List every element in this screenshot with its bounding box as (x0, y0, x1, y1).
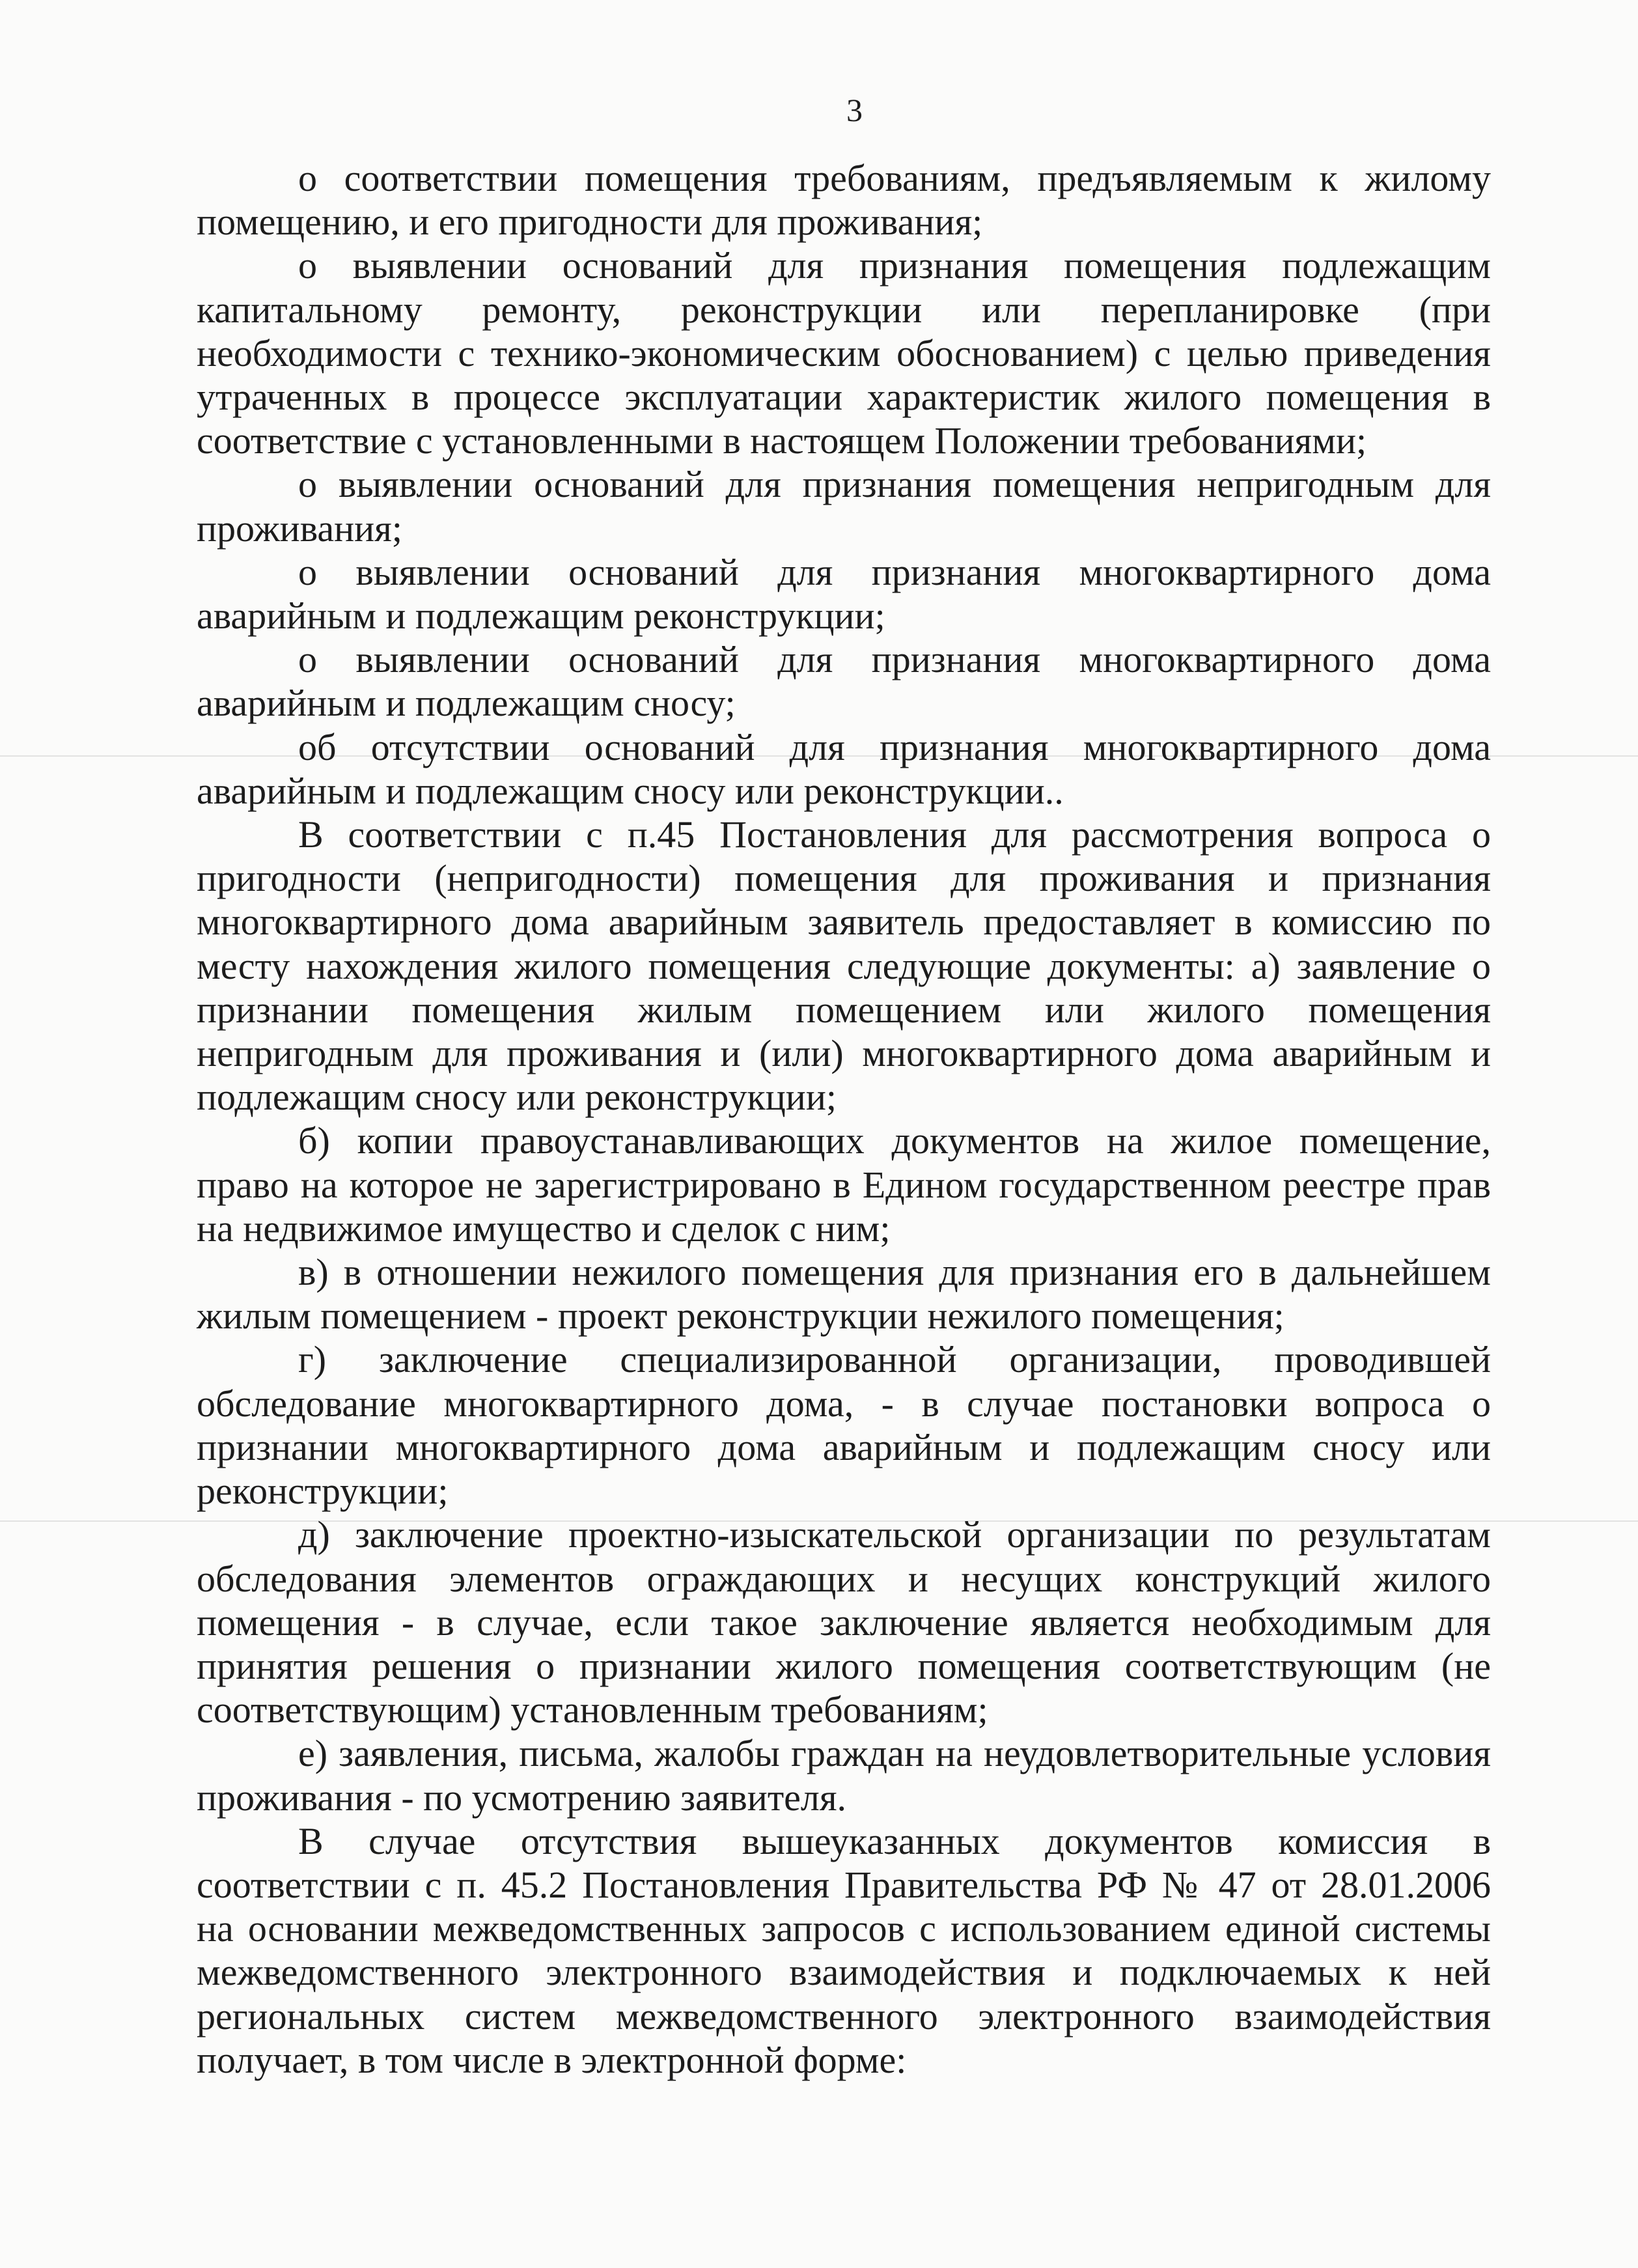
text-line: межведомственного электронного взаимодействия и подключаемых к ней (197, 1951, 1491, 1994)
text-line: жилым помещением - проект реконструкции нежилого помещения; (197, 1295, 1284, 1337)
paragraph (197, 1250, 1491, 1337)
text-line: г) заключение специализированной организации, проводившей (298, 1338, 1491, 1381)
text-line: на недвижимое имущество и сделок с ним; (197, 1207, 891, 1250)
paragraph (197, 462, 1491, 550)
text-line: принятия решения о признании жилого помещения соответствующим (не (197, 1644, 1491, 1687)
text-line: соответствии с п. 45.2 Постановления Правительства РФ № 47 от 28.01.2006 (197, 1863, 1491, 1906)
text-line: проживания; (197, 507, 402, 550)
text-line: о выявлении оснований для признания помещения подлежащим (298, 244, 1491, 287)
text-line: обследования элементов ограждающих и несущих конструкций жилого (197, 1557, 1491, 1600)
text-line: о выявлении оснований для признания многоквартирного дома (298, 638, 1491, 681)
paragraph (197, 244, 1491, 462)
text-line: реконструкции; (197, 1470, 449, 1513)
paragraph (197, 1819, 1491, 2082)
text-line: многоквартирного дома аварийным заявитель предоставляет в комиссию по (197, 901, 1491, 944)
paragraph (197, 1119, 1491, 1250)
text-line: о выявлении оснований для признания помещения непригодным для (298, 463, 1491, 506)
text-line: аварийным и подлежащим сносу; (197, 682, 736, 725)
paragraph (197, 156, 1491, 244)
paragraph (197, 1513, 1491, 1731)
paragraph (197, 1731, 1491, 1819)
text-line: В соответствии с п.45 Постановления для рассмотрения вопроса о (298, 813, 1491, 856)
text-line: региональных систем межведомственного электронного взаимодействия (197, 1995, 1491, 2037)
text-line: на основании межведомственных запросов с использованием единой системы (197, 1907, 1491, 1950)
text-line: соответствие с установленными в настоящем Положении требованиями; (197, 419, 1367, 462)
text-line: непригодным для проживания и (или) многоквартирного дома аварийным и (197, 1032, 1491, 1075)
text-line: месту нахождения жилого помещения следующие документы: а) заявление о (197, 944, 1491, 987)
text-line: право на которое не зарегистрировано в Едином государственном реестре прав (197, 1163, 1491, 1206)
text-line: о соответствии помещения требованиям, предъявляемым к жилому (298, 157, 1491, 199)
text-line: аварийным и подлежащим реконструкции; (197, 595, 885, 637)
paragraph (197, 1337, 1491, 1513)
text-line: капитальному ремонту, реконструкции или перепланировке (при (197, 288, 1491, 331)
text-line: пригодности (непригодности) помещения для проживания и признания (197, 857, 1491, 900)
text-line: о выявлении оснований для признания многоквартирного дома (298, 550, 1491, 593)
text-line: помещению, и его пригодности для проживания; (197, 201, 983, 244)
text-line: необходимости с технико-экономическим обоснованием) с целью приведения (197, 331, 1491, 374)
text-line: об отсутствии оснований для признания многоквартирного дома (298, 725, 1491, 768)
page-number: 3 (846, 92, 863, 128)
text-line: соответствующим) установленным требованиям; (197, 1688, 988, 1731)
paragraph (197, 813, 1491, 1119)
text-line: е) заявления, письма, жалобы граждан на неудовлетворительные условия (298, 1732, 1491, 1775)
text-line: признании помещения жилым помещением или жилого помещения (197, 988, 1491, 1031)
paragraph (197, 637, 1491, 725)
paragraph (197, 725, 1491, 813)
text-line: подлежащим сносу или реконструкции; (197, 1076, 837, 1119)
text-line: В случае отсутствия вышеуказанных документов комиссия в (298, 1819, 1491, 1862)
document-body (197, 156, 1491, 2082)
text-line: помещения - в случае, если такое заключение является необходимым для (197, 1601, 1491, 1644)
text-line: утраченных в процессе эксплуатации характеристик жилого помещения в (197, 376, 1491, 419)
text-line: б) копии правоустанавливающих документов на жилое помещение, (298, 1119, 1491, 1162)
text-line: получает, в том числе в электронной форме: (197, 2038, 907, 2081)
text-line: проживания - по усмотрению заявителя. (197, 1776, 847, 1819)
text-line: аварийным и подлежащим сносу или реконструкции.. (197, 769, 1064, 812)
text-line: д) заключение проектно-изыскательской организации по результатам (298, 1513, 1491, 1556)
text-line: обследование многоквартирного дома, - в случае постановки вопроса о (197, 1382, 1491, 1425)
paragraph (197, 550, 1491, 637)
text-line: признании многоквартирного дома аварийным и подлежащим сносу или (197, 1425, 1491, 1468)
text-line: в) в отношении нежилого помещения для признания его в дальнейшем (298, 1251, 1491, 1294)
